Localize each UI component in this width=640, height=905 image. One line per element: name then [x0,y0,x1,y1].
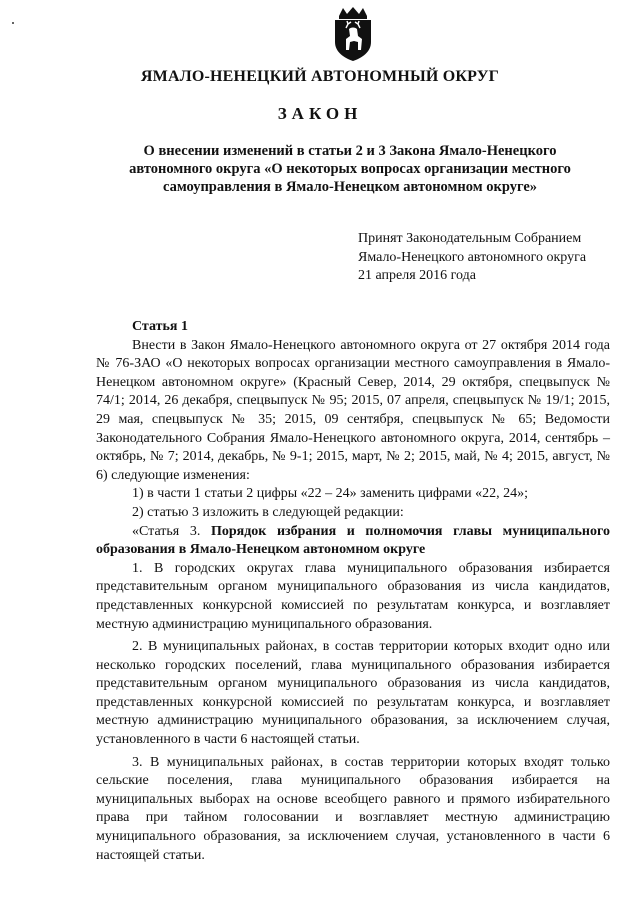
article-intro-paragraph: Внести в Закон Ямало-Ненецкого автономного округа от 27 октября 2014 года № 76-ЗАО «О некоторых вопросах организации местного самоуправления в Ямало-Ненецком автономном округе» (Красный Север, 2014, 29 октября, спецвыпуск № 74/1; 2014, 26 декабря, спецвыпуск № 95; 2015, 07 апреля, спецвыпуск № 19/1; 2015, 29 мая, спецвыпуск № 35; 2015, 09 сентября, спецвыпуск № 65; Ведомости Законодательного Собрания Ямало-Ненецкого автономного округа, 2014, сентябрь – октябрь, № 7; 2014, декабрь, № 9-1; 2015, март, № 2; 2015, май, № 4; 2015, август, № 6) следующие изменения: [96,337,610,483]
document-type-heading: ЗАКОН [277,104,363,123]
quoted-article-title: Порядок избрания и полномочия главы муниципального образования в Ямало-Ненецком автономном округе [96,523,610,558]
amendment-item-2: 2) статью 3 изложить в следующей редакции: [132,504,404,520]
law-subject-title: О внесении изменений в статьи 2 и 3 Закона Ямало-Ненецкого автономного округа «О некоторых вопросах организации местного самоуправления в Ямало-Ненецком автономном округе» [129,143,571,195]
quoted-article-heading [96,523,610,560]
quoted-paragraph-2: 2. В муниципальных районах, в состав территории которых входит одно или несколько городских поселений, глава муниципального образования избирается представительным органом муниципального образования из числа кандидатов, представленных конкурсной комиссией по результатам конкурса, и возглавляет местную администрацию муниципального образования, за исключением случая, установленного в части 6 настоящей статьи. [96,639,610,748]
article-body [96,318,610,865]
quoted-paragraph-1: 1. В городских округах глава муниципального образования избирается представительным органом муниципального образования из числа кандидатов, представленных конкурсной комиссией по результатам конкурса, и возглавляет местную администрацию муниципального образования. [96,560,610,632]
scan-speck [12,22,14,24]
quoted-paragraph-3: 3. В муниципальных районах, в состав территории которых входят только сельские поселения, глава муниципального образования избирается на муниципальных выборах на основе всеобщего равного и прямого избирательного права при тайном голосовании и возглавляет местную администрацию муниципального образования, за исключением случая, установленного в части 6 настоящей статьи. [96,754,610,863]
article-title: Статья 1 [132,319,188,334]
adoption-note [358,230,628,286]
quoted-article-prefix: «Статья 3. [132,523,201,539]
amendment-item-1: 1) в части 1 статьи 2 цифры «22 – 24» заменить цифрами «22, 24»; [132,486,528,502]
adoption-line-2: Ямало-Ненецкого автономного округа [358,249,587,265]
adoption-line-1: Принят Законодательным Собранием [358,231,582,246]
adoption-date: 21 апреля 2016 года [358,268,476,283]
coat-of-arms-emblem-icon [330,6,376,62]
region-heading: ЯМАЛО-НЕНЕЦКИЙ АВТОНОМНЫЙ ОКРУГ [140,68,500,85]
